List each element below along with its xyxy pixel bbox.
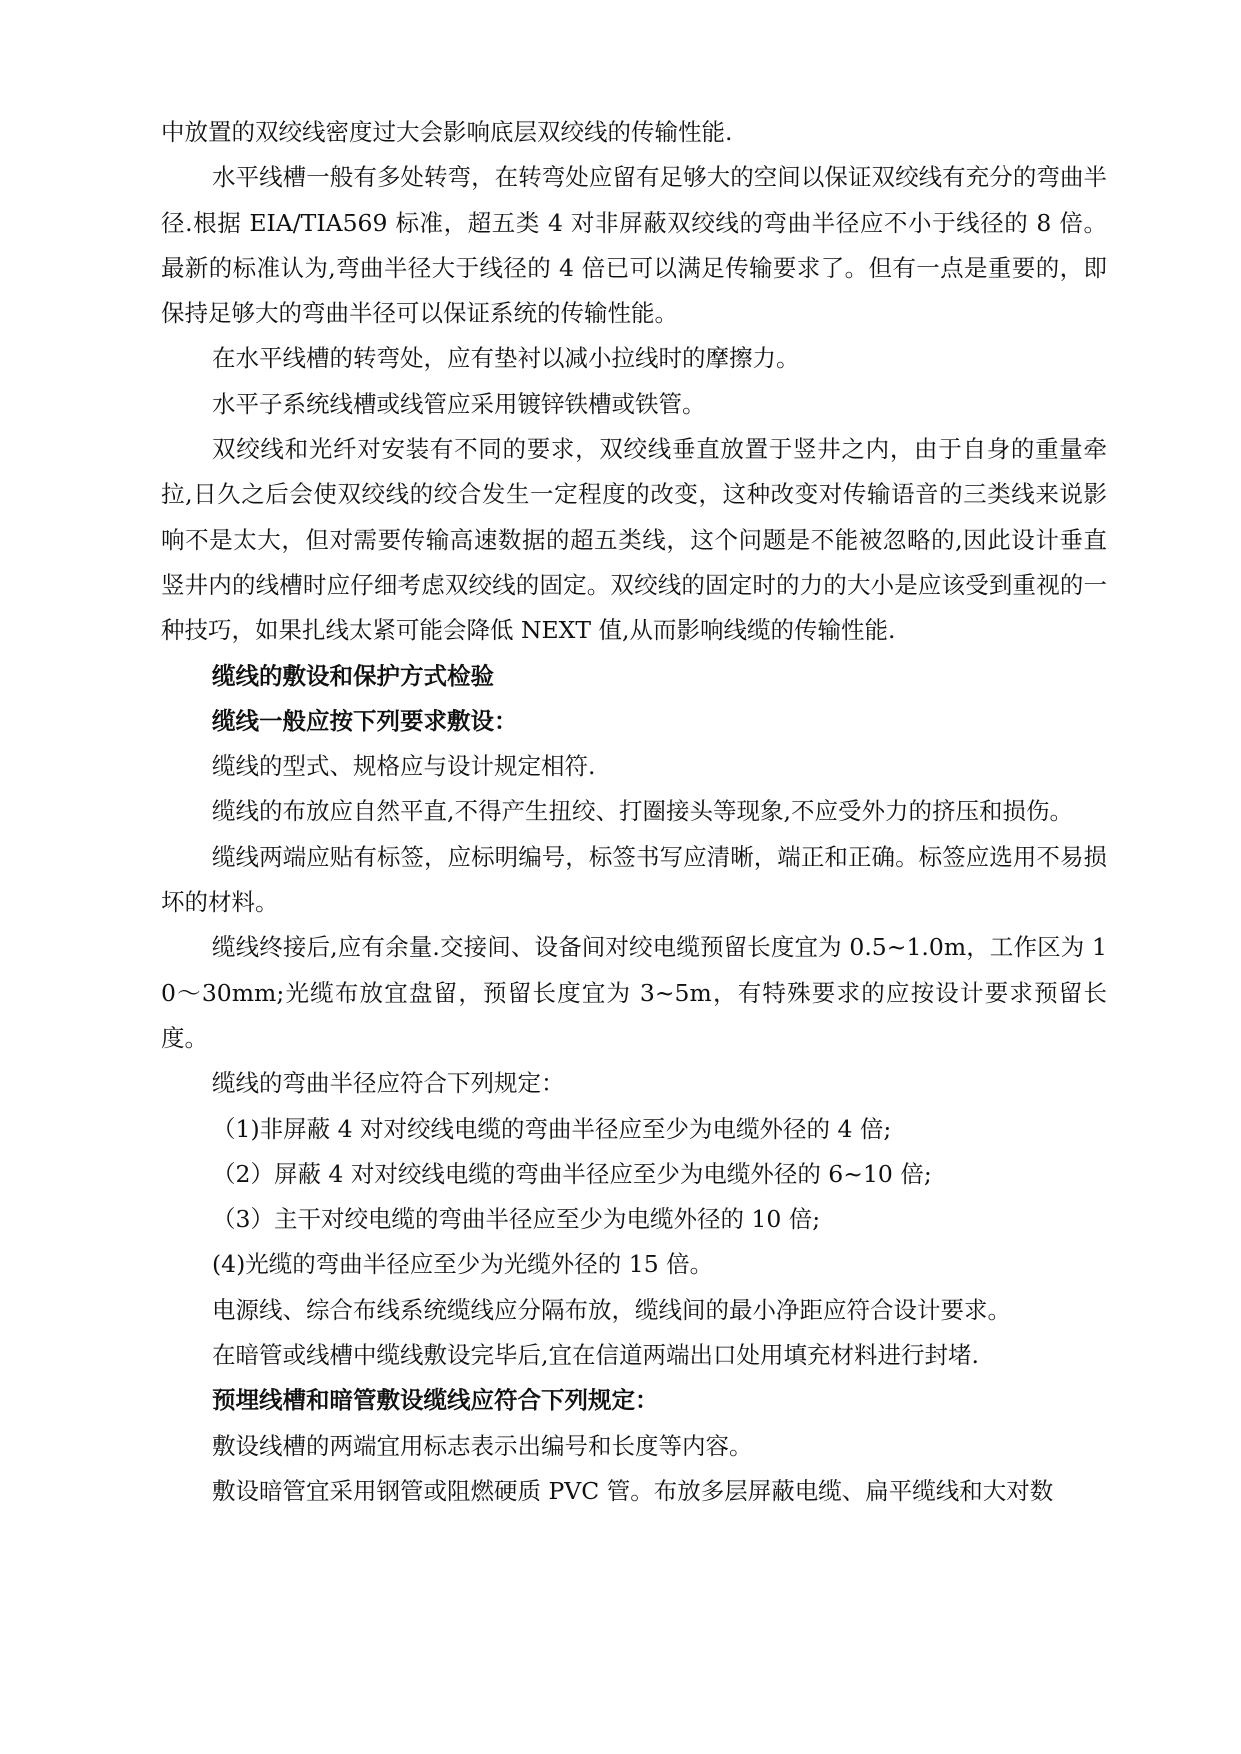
paragraph-vertical-shaft: 双绞线和光纤对安装有不同的要求，双绞线垂直放置于竖井之内，由于自身的重量牵拉,日久之后会使双绞线的绞合发生一定程度的改变，这种改变对传输语音的三类线来说影响不是太大，但对需要传输高速数据的超五类线，这个问题是不能被忽略的,因此设计垂直竖井内的线槽时应仔细考虑双绞线的固定。双绞线的固定时的力的大小是应该受到重视的一种技巧，如果扎线太紧可能会降低 NEXT 值,从而影响线缆的传输性能. — [161, 435, 1108, 645]
paragraph-cable-type: 缆线的型式、规格应与设计规定相符. — [212, 752, 596, 781]
document-body — [161, 110, 1107, 1514]
list-item-rule-3: （3）主干对绞电缆的弯曲半径应至少为电缆外径的 10 倍; — [212, 1205, 821, 1234]
section-heading-cable-laying: 缆线的敷设和保护方式检验 — [212, 661, 494, 690]
section-heading-embedded-trough: 预埋线槽和暗管敷设缆线应符合下列规定： — [212, 1386, 659, 1415]
paragraph-conduit-material: 敷设暗管宜采用钢管或阻燃硬质 PVC 管。布放多层屏蔽电缆、扁平缆线和大对数 — [212, 1476, 1054, 1505]
paragraph-cable-slack: 缆线终接后,应有余量.交接间、设备间对绞电缆预留长度宜为 0.5~1.0m，工作区为 10～30mm;光缆布放宜盘留，预留长度宜为 3~5m，有特殊要求的应按设计要求预留长度。 — [161, 933, 1107, 1052]
section-heading-laying-requirements: 缆线一般应按下列要求敷设： — [212, 706, 518, 735]
paragraph-continuation: 中放置的双绞线密度过大会影响底层双绞线的传输性能. — [161, 118, 733, 146]
list-item-rule-4: (4)光缆的弯曲半径应至少为光缆外径的 15 倍。 — [212, 1250, 714, 1279]
paragraph-trough-marking: 敷设线槽的两端宜用标志表示出编号和长度等内容。 — [212, 1431, 753, 1460]
list-item-rule-1: （1)非屏蔽 4 对对绞线电缆的弯曲半径应至少为电缆外径的 4 倍; — [212, 1114, 892, 1143]
list-item-rule-2: （2）屏蔽 4 对对绞线电缆的弯曲半径应至少为电缆外径的 6~10 倍; — [212, 1159, 932, 1188]
paragraph-bend-radius: 水平线槽一般有多处转弯，在转弯处应留有足够大的空间以保证双绞线有充分的弯曲半径.根据 EIA/TIA569 标准，超五类 4 对非屏蔽双绞线的弯曲半径应不小于线径的 8 倍。最新的标准认为,弯曲半径大于线径的 4 倍已可以满足传输要求了。但有一点是重要的，即保持足够大的弯曲半径可以保证系统的传输性能。 — [161, 163, 1107, 328]
paragraph-sealing: 在暗管或线槽中缆线敷设完毕后,宜在信道两端出口处用填充材料进行封堵. — [212, 1341, 979, 1370]
paragraph-cable-straight: 缆线的布放应自然平直,不得产生扭绞、打圈接头等现象,不应受外力的挤压和损伤。 — [212, 797, 1073, 826]
paragraph-power-separation: 电源线、综合布线系统缆线应分隔布放，缆线间的最小净距应符合设计要求。 — [212, 1295, 1011, 1324]
paragraph-galvanized-trough: 水平子系统线槽或线管应采用镀锌铁槽或铁管。 — [212, 389, 706, 418]
paragraph-cable-labels: 缆线两端应贴有标签，应标明编号，标签书写应清晰，端正和正确。标签应选用不易损坏的材料。 — [161, 842, 1107, 917]
paragraph-bend-rules-intro: 缆线的弯曲半径应符合下列规定： — [212, 1069, 565, 1098]
paragraph-padding: 在水平线槽的转弯处，应有垫衬以减小拉线时的摩擦力。 — [212, 344, 800, 373]
